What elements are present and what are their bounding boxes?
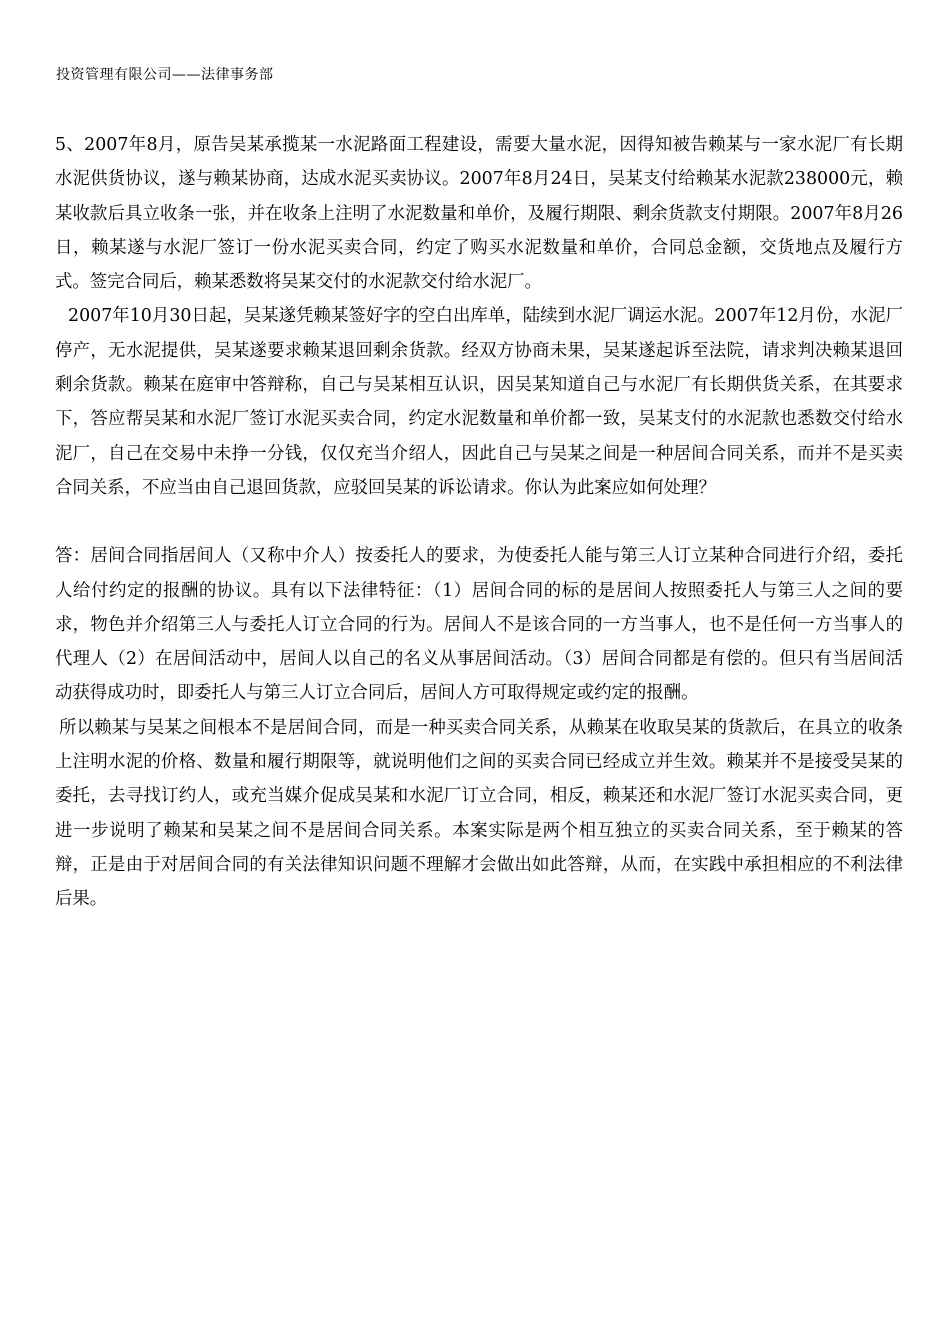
- paragraph-spacer: [55, 505, 903, 539]
- case-paragraph-1: 5、2007年8月，原告吴某承揽某一水泥路面工程建设，需要大量水泥，因得知被告赖某与一家水泥厂有长期水泥供货协议，遂与赖某协商，达成水泥买卖协议。2007年8月24日，吴某支付给赖某水泥款238000元，赖某收款后具立收条一张，并在收条上注明了水泥数量和单价，及履行期限、剩余货款支付期限。2007年8月26日，赖某遂与水泥厂签订一份水泥买卖合同，约定了购买水泥数量和单价，合同总金额，交货地点及履行方式。签完合同后，赖某悉数将吴某交付的水泥款交付给水泥厂。: [55, 135, 903, 293]
- page-header: 投资管理有限公司——法律事务部: [56, 67, 274, 83]
- document-body: [55, 128, 903, 917]
- answer-paragraph-1: 答：居间合同指居间人（又称中介人）按委托人的要求，为使委托人能与第三人订立某种合同进行介绍，委托人给付约定的报酬的协议。具有以下法律特征：（1）居间合同的标的是居间人按照委托人与第三人之间的要求，物色并介绍第三人与委托人订立合同的行为。居间人不是该合同的一方当事人，也不是任何一方当事人的代理人（2）在居间活动中，居间人以自己的名义从事居间活动。（3）居间合同都是有偿的。但只有当居间活动获得成功时，即委托人与第三人订立合同后，居间人方可取得规定或约定的报酬。: [55, 546, 903, 704]
- case-paragraph-2: 2007年10月30日起，吴某遂凭赖某签好字的空白出库单，陆续到水泥厂调运水泥。2007年12月份，水泥厂停产，无水泥提供，吴某遂要求赖某退回剩余货款。经双方协商未果，吴某遂起诉至法院，请求判决赖某退回剩余货款。赖某在庭审中答辩称，自己与吴某相互认识，因吴某知道自己与水泥厂有长期供货关系，在其要求下，答应帮吴某和水泥厂签订水泥买卖合同，约定水泥数量和单价都一致，吴某支付的水泥款也悉数交付给水泥厂，自己在交易中未挣一分钱，仅仅充当介绍人，因此自己与吴某之间是一种居间合同关系，而并不是买卖合同关系，不应当由自己退回货款，应驳回吴某的诉讼请求。你认为此案应如何处理？: [55, 306, 903, 498]
- answer-paragraph-2: 所以赖某与吴某之间根本不是居间合同，而是一种买卖合同关系，从赖某在收取吴某的货款后，在具立的收条上注明水泥的价格、数量和履行期限等，就说明他们之间的买卖合同已经成立并生效。赖某并不是接受吴某的委托，去寻找订约人，或充当媒介促成吴某和水泥厂订立合同，相反，赖某还和水泥厂签订水泥买卖合同，更进一步说明了赖某和吴某之间不是居间合同关系。本案实际是两个相互独立的买卖合同关系，至于赖某的答辩，正是由于对居间合同的有关法律知识问题不理解才会做出如此答辩，从而，在实践中承担相应的不利法律后果。: [55, 717, 903, 910]
